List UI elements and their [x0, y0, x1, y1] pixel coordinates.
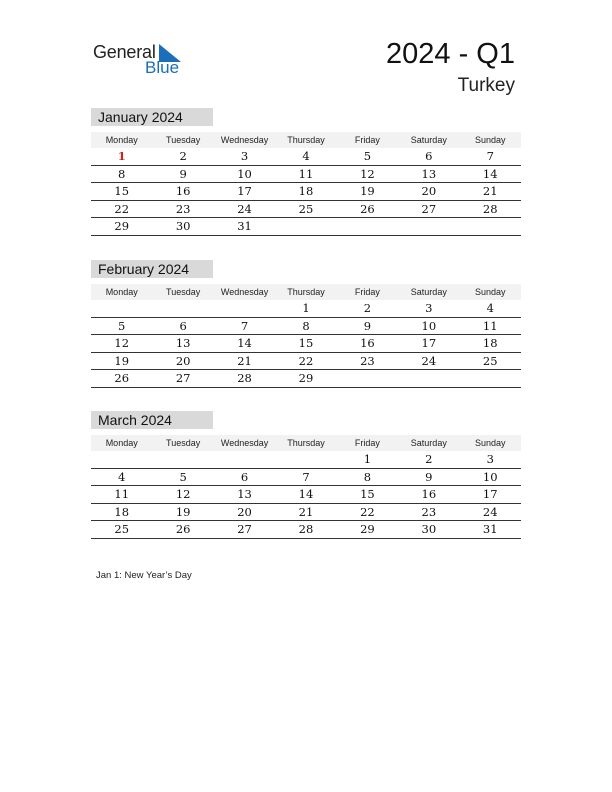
weekday-label: Friday [354, 287, 380, 297]
day-cell: 2 [425, 452, 433, 466]
weekday-label: Thursday [287, 135, 325, 145]
day-cell: 6 [240, 469, 249, 484]
day-cell: 3 [240, 149, 249, 163]
empty-day-cell [460, 370, 521, 387]
empty-day-cell [460, 218, 521, 235]
weekday-label: Tuesday [166, 135, 201, 145]
day-cell: 7 [486, 149, 494, 163]
week-row [91, 486, 521, 504]
day-cell: 20 [175, 353, 191, 368]
day-cell: 5 [179, 469, 187, 484]
day-cell: 25 [298, 201, 314, 216]
empty-day-cell [337, 370, 398, 387]
day-cell: 17 [421, 336, 437, 350]
day-cell: 12 [114, 336, 130, 350]
day-cell: 26 [360, 201, 375, 216]
day-cell: 9 [425, 469, 433, 484]
empty-day-cell [91, 300, 152, 317]
day-cell: 20 [421, 184, 437, 198]
day-cell: 18 [298, 184, 314, 198]
day-cell: 21 [298, 504, 314, 519]
day-cell: 2 [179, 149, 187, 163]
day-cell: 4 [302, 149, 310, 163]
month-title: February 2024 [91, 260, 213, 278]
country-name: Turkey [457, 75, 515, 96]
day-cell: 15 [360, 487, 375, 501]
day-cell: 24 [237, 201, 252, 216]
day-cell: 9 [363, 318, 372, 333]
weekday-label: Monday [105, 438, 138, 448]
day-cell: 23 [421, 504, 437, 519]
weekday-label: Wednesday [220, 135, 269, 145]
day-cell: 31 [482, 522, 498, 536]
month-calendar-march [91, 411, 521, 539]
day-cell: 13 [237, 487, 252, 501]
weekday-label: Saturday [410, 287, 447, 297]
day-cell: 27 [175, 371, 191, 385]
day-cell: 11 [114, 487, 130, 501]
week-row [91, 148, 521, 166]
day-cell: 24 [482, 504, 498, 519]
day-cell: 28 [237, 371, 252, 385]
day-cell: 25 [114, 522, 130, 536]
day-cell: 30 [175, 219, 191, 233]
day-cell: 22 [114, 201, 130, 216]
week-row [91, 504, 521, 522]
day-cell: 26 [114, 371, 130, 385]
week-row [91, 218, 521, 236]
day-cell: 11 [482, 318, 498, 333]
day-cell: 27 [237, 522, 252, 536]
empty-day-cell [152, 451, 213, 468]
day-cell: 22 [298, 353, 314, 368]
weekday-label: Thursday [287, 287, 325, 297]
day-cell: 7 [302, 469, 310, 484]
weekday-header-row [91, 132, 521, 148]
day-cell: 14 [298, 487, 314, 501]
day-cell: 8 [363, 469, 372, 484]
day-cell: 15 [114, 184, 130, 198]
weekday-label: Thursday [287, 438, 325, 448]
day-cell: 9 [179, 166, 187, 181]
day-cell: 11 [298, 166, 314, 181]
weekday-label: Sunday [474, 438, 506, 448]
day-cell: 5 [118, 318, 126, 333]
weekday-label: Wednesday [220, 438, 269, 448]
day-cell: 17 [482, 487, 498, 501]
empty-day-cell [398, 370, 459, 387]
day-cell: 10 [482, 469, 498, 484]
day-cell: 28 [482, 201, 498, 216]
month-calendar-february [91, 260, 521, 388]
weekday-label: Friday [354, 438, 380, 448]
day-cell: 21 [482, 184, 498, 198]
day-cell: 7 [240, 318, 249, 333]
weekday-label: Monday [105, 135, 138, 145]
day-cell: 8 [118, 166, 126, 181]
day-cell: 6 [179, 318, 187, 333]
month-title: January 2024 [91, 108, 213, 126]
day-cell: 29 [298, 371, 314, 385]
day-cell: 23 [175, 201, 191, 216]
weekday-label: Saturday [410, 438, 447, 448]
day-cell: 29 [114, 219, 130, 233]
day-cell: 1 [117, 149, 126, 163]
day-cell: 28 [298, 522, 314, 536]
week-row [91, 469, 521, 487]
day-cell: 1 [363, 452, 372, 466]
holiday-note: Jan 1: New Year’s Day [96, 570, 192, 581]
day-cell: 25 [482, 353, 498, 368]
weekday-label: Tuesday [166, 287, 201, 297]
day-cell: 5 [363, 149, 372, 163]
day-cell: 18 [482, 336, 498, 350]
day-cell: 26 [175, 522, 191, 536]
week-row [91, 353, 521, 371]
weekday-label: Monday [105, 287, 138, 297]
day-cell: 4 [118, 469, 126, 484]
day-cell: 2 [363, 301, 372, 315]
empty-day-cell [152, 300, 213, 317]
weekday-label: Friday [354, 135, 380, 145]
day-cell: 18 [114, 504, 130, 519]
weekday-label: Wednesday [220, 287, 269, 297]
weekday-label: Sunday [474, 135, 506, 145]
day-cell: 12 [175, 487, 191, 501]
day-cell: 16 [175, 184, 191, 198]
day-cell: 6 [425, 149, 433, 163]
day-cell: 31 [237, 219, 252, 233]
day-cell: 27 [421, 201, 437, 216]
month-title: March 2024 [91, 411, 213, 429]
day-cell: 22 [360, 504, 375, 519]
day-cell: 19 [114, 353, 130, 368]
week-row [91, 201, 521, 219]
week-row [91, 335, 521, 353]
day-cell: 19 [360, 184, 375, 198]
page-title: 2024 - Q1 [386, 38, 515, 70]
empty-day-cell [91, 451, 152, 468]
day-cell: 12 [360, 166, 375, 181]
empty-day-cell [275, 451, 336, 468]
day-cell: 4 [486, 301, 494, 315]
day-cell: 13 [175, 336, 191, 350]
day-cell: 16 [360, 336, 375, 350]
logo-text-blue: Blue [145, 58, 180, 77]
day-cell: 17 [237, 184, 252, 198]
day-cell: 24 [421, 353, 437, 368]
empty-day-cell [214, 451, 275, 468]
day-cell: 3 [486, 452, 494, 466]
week-row [91, 183, 521, 201]
generalblue-logo [93, 40, 193, 80]
weekday-header-row [91, 284, 521, 300]
week-row [91, 521, 521, 539]
day-cell: 14 [482, 166, 498, 181]
week-row [91, 318, 521, 336]
day-cell: 30 [421, 522, 437, 536]
week-row [91, 300, 521, 318]
day-cell: 29 [360, 522, 375, 536]
empty-day-cell [337, 218, 398, 235]
day-cell: 14 [237, 336, 252, 350]
day-cell: 10 [237, 166, 252, 181]
week-row [91, 451, 521, 469]
day-cell: 1 [302, 301, 310, 315]
day-cell: 20 [237, 504, 252, 519]
day-cell: 21 [237, 353, 252, 368]
month-calendar-january [91, 108, 521, 236]
day-cell: 13 [421, 166, 437, 181]
day-cell: 23 [360, 353, 375, 368]
day-cell: 8 [302, 318, 310, 333]
weekday-label: Tuesday [166, 438, 201, 448]
weekday-header-row [91, 435, 521, 451]
week-row [91, 166, 521, 184]
weekday-label: Saturday [410, 135, 447, 145]
weekday-label: Sunday [474, 287, 506, 297]
week-row [91, 370, 521, 388]
day-cell: 3 [425, 301, 433, 315]
day-cell: 16 [421, 487, 437, 501]
empty-day-cell [275, 218, 336, 235]
empty-day-cell [214, 300, 275, 317]
empty-day-cell [398, 218, 459, 235]
day-cell: 10 [421, 318, 437, 333]
logo-text-general: General [93, 42, 156, 62]
day-cell: 19 [175, 504, 191, 519]
day-cell: 15 [298, 336, 314, 350]
